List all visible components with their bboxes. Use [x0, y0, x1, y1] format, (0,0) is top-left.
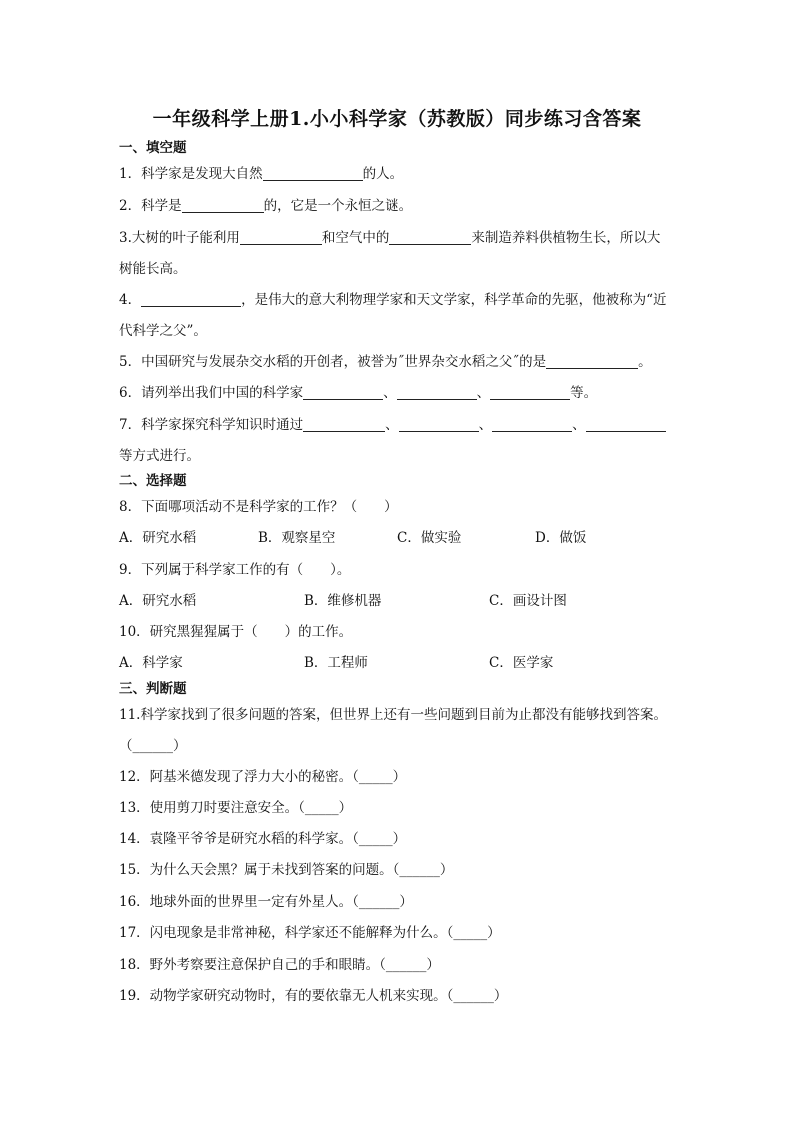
question-11-answer[interactable]: （______）	[119, 738, 187, 754]
answer-blank[interactable]	[492, 417, 572, 432]
separator: 、	[478, 417, 493, 433]
option-c[interactable]: C．画设计图	[489, 593, 567, 609]
question-16: 16．地球外面的世界里一定有外星人。（______）	[119, 894, 413, 910]
question-6	[119, 384, 679, 402]
answer-blank[interactable]	[303, 385, 383, 400]
question-text: 6．请列举出我们中国的科学家	[119, 385, 304, 401]
option-a[interactable]: A．科学家	[119, 655, 183, 671]
question-text: 2．科学是	[119, 198, 182, 214]
question-19: 19．动物学家研究动物时，有的要依靠无人机来实现。（______）	[119, 988, 508, 1004]
answer-blank[interactable]	[397, 385, 477, 400]
answer-blank[interactable]	[546, 354, 638, 369]
question-text: 和空气中的	[321, 230, 390, 246]
option-b[interactable]: B．观察星空	[258, 530, 336, 546]
section-heading-choice: 二、选择题	[119, 473, 187, 489]
question-1	[119, 165, 679, 183]
section-heading-fill: 一、填空题	[119, 140, 187, 156]
question-3-continued: 树能长高。	[119, 261, 187, 277]
question-text: 7．科学家探究科学知识时通过	[119, 417, 304, 433]
question-text: 等。	[570, 385, 598, 401]
option-b[interactable]: B．维修机器	[304, 593, 382, 609]
separator: 、	[383, 385, 397, 401]
answer-blank[interactable]	[182, 198, 264, 213]
question-12: 12．阿基米德发现了浮力大小的秘密。（_____）	[119, 769, 407, 785]
answer-blank[interactable]	[586, 417, 666, 432]
question-5	[119, 353, 679, 371]
question-4-continued: 代科学之父”。	[119, 323, 207, 339]
question-text: 来制造养料供植物生长，所以大	[471, 230, 661, 246]
question-text: 的人。	[362, 166, 404, 182]
separator: 、	[572, 417, 586, 433]
question-text: 4．	[119, 292, 142, 308]
option-b[interactable]: B．工程师	[304, 655, 368, 671]
question-4	[119, 291, 679, 309]
question-text: 5．中国研究与发展杂交水稻的开创者，被誉为˝世界杂交水稻之父˝的是	[119, 354, 547, 370]
answer-blank[interactable]	[303, 417, 385, 432]
question-text: ，是伟大的意大利物理学家和天文学家，科学革命的先驱，他被称为“近	[241, 292, 667, 308]
question-14: 14．袁隆平爷爷是研究水稻的科学家。（_____）	[119, 831, 407, 847]
question-text: 1．科学家是发现大自然	[119, 166, 263, 182]
question-18: 18．野外考察要注意保护自己的手和眼睛。（______）	[119, 957, 440, 973]
answer-blank[interactable]	[490, 385, 570, 400]
question-3	[119, 229, 679, 247]
option-a[interactable]: A．研究水稻	[119, 593, 197, 609]
question-2	[119, 197, 679, 215]
option-d[interactable]: D．做饭	[535, 530, 587, 546]
answer-blank[interactable]	[399, 417, 479, 432]
question-text: 的，它是一个永恒之谜。	[263, 198, 413, 214]
question-10: 10．研究黑猩猩属于（ ）的工作。	[119, 624, 353, 640]
answer-blank[interactable]	[240, 230, 322, 245]
question-text: 3.大树的叶子能利用	[119, 230, 240, 246]
option-c[interactable]: C．做实验	[397, 530, 462, 546]
separator: 、	[385, 417, 399, 433]
question-8: 8．下面哪项活动不是科学家的工作？（ ）	[119, 499, 398, 515]
answer-blank[interactable]	[141, 292, 241, 307]
option-a[interactable]: A．研究水稻	[119, 530, 197, 546]
section-heading-judge: 三、判断题	[119, 681, 187, 697]
separator: 、	[476, 385, 491, 401]
answer-blank[interactable]	[263, 166, 363, 181]
page-title: 一年级科学上册1.小小科学家（苏教版）同步练习含答案	[152, 108, 642, 130]
question-13: 13．使用剪刀时要注意安全。（_____）	[119, 800, 353, 816]
question-9: 9．下列属于科学家工作的有（ ）。	[119, 562, 351, 578]
answer-blank[interactable]	[389, 230, 471, 245]
option-c[interactable]: C．医学家	[489, 655, 554, 671]
question-11: 11.科学家找到了很多问题的答案，但世界上还有一些问题到目前为止都没有能够找到答案。	[119, 707, 667, 723]
question-15: 15．为什么天会黑？属于未找到答案的问题。（______）	[119, 862, 454, 878]
question-text: 。	[638, 354, 652, 370]
question-7	[119, 416, 679, 434]
question-7-continued: 等方式进行。	[119, 448, 200, 464]
question-17: 17．闪电现象是非常神秘，科学家还不能解释为什么。（_____）	[119, 925, 501, 941]
